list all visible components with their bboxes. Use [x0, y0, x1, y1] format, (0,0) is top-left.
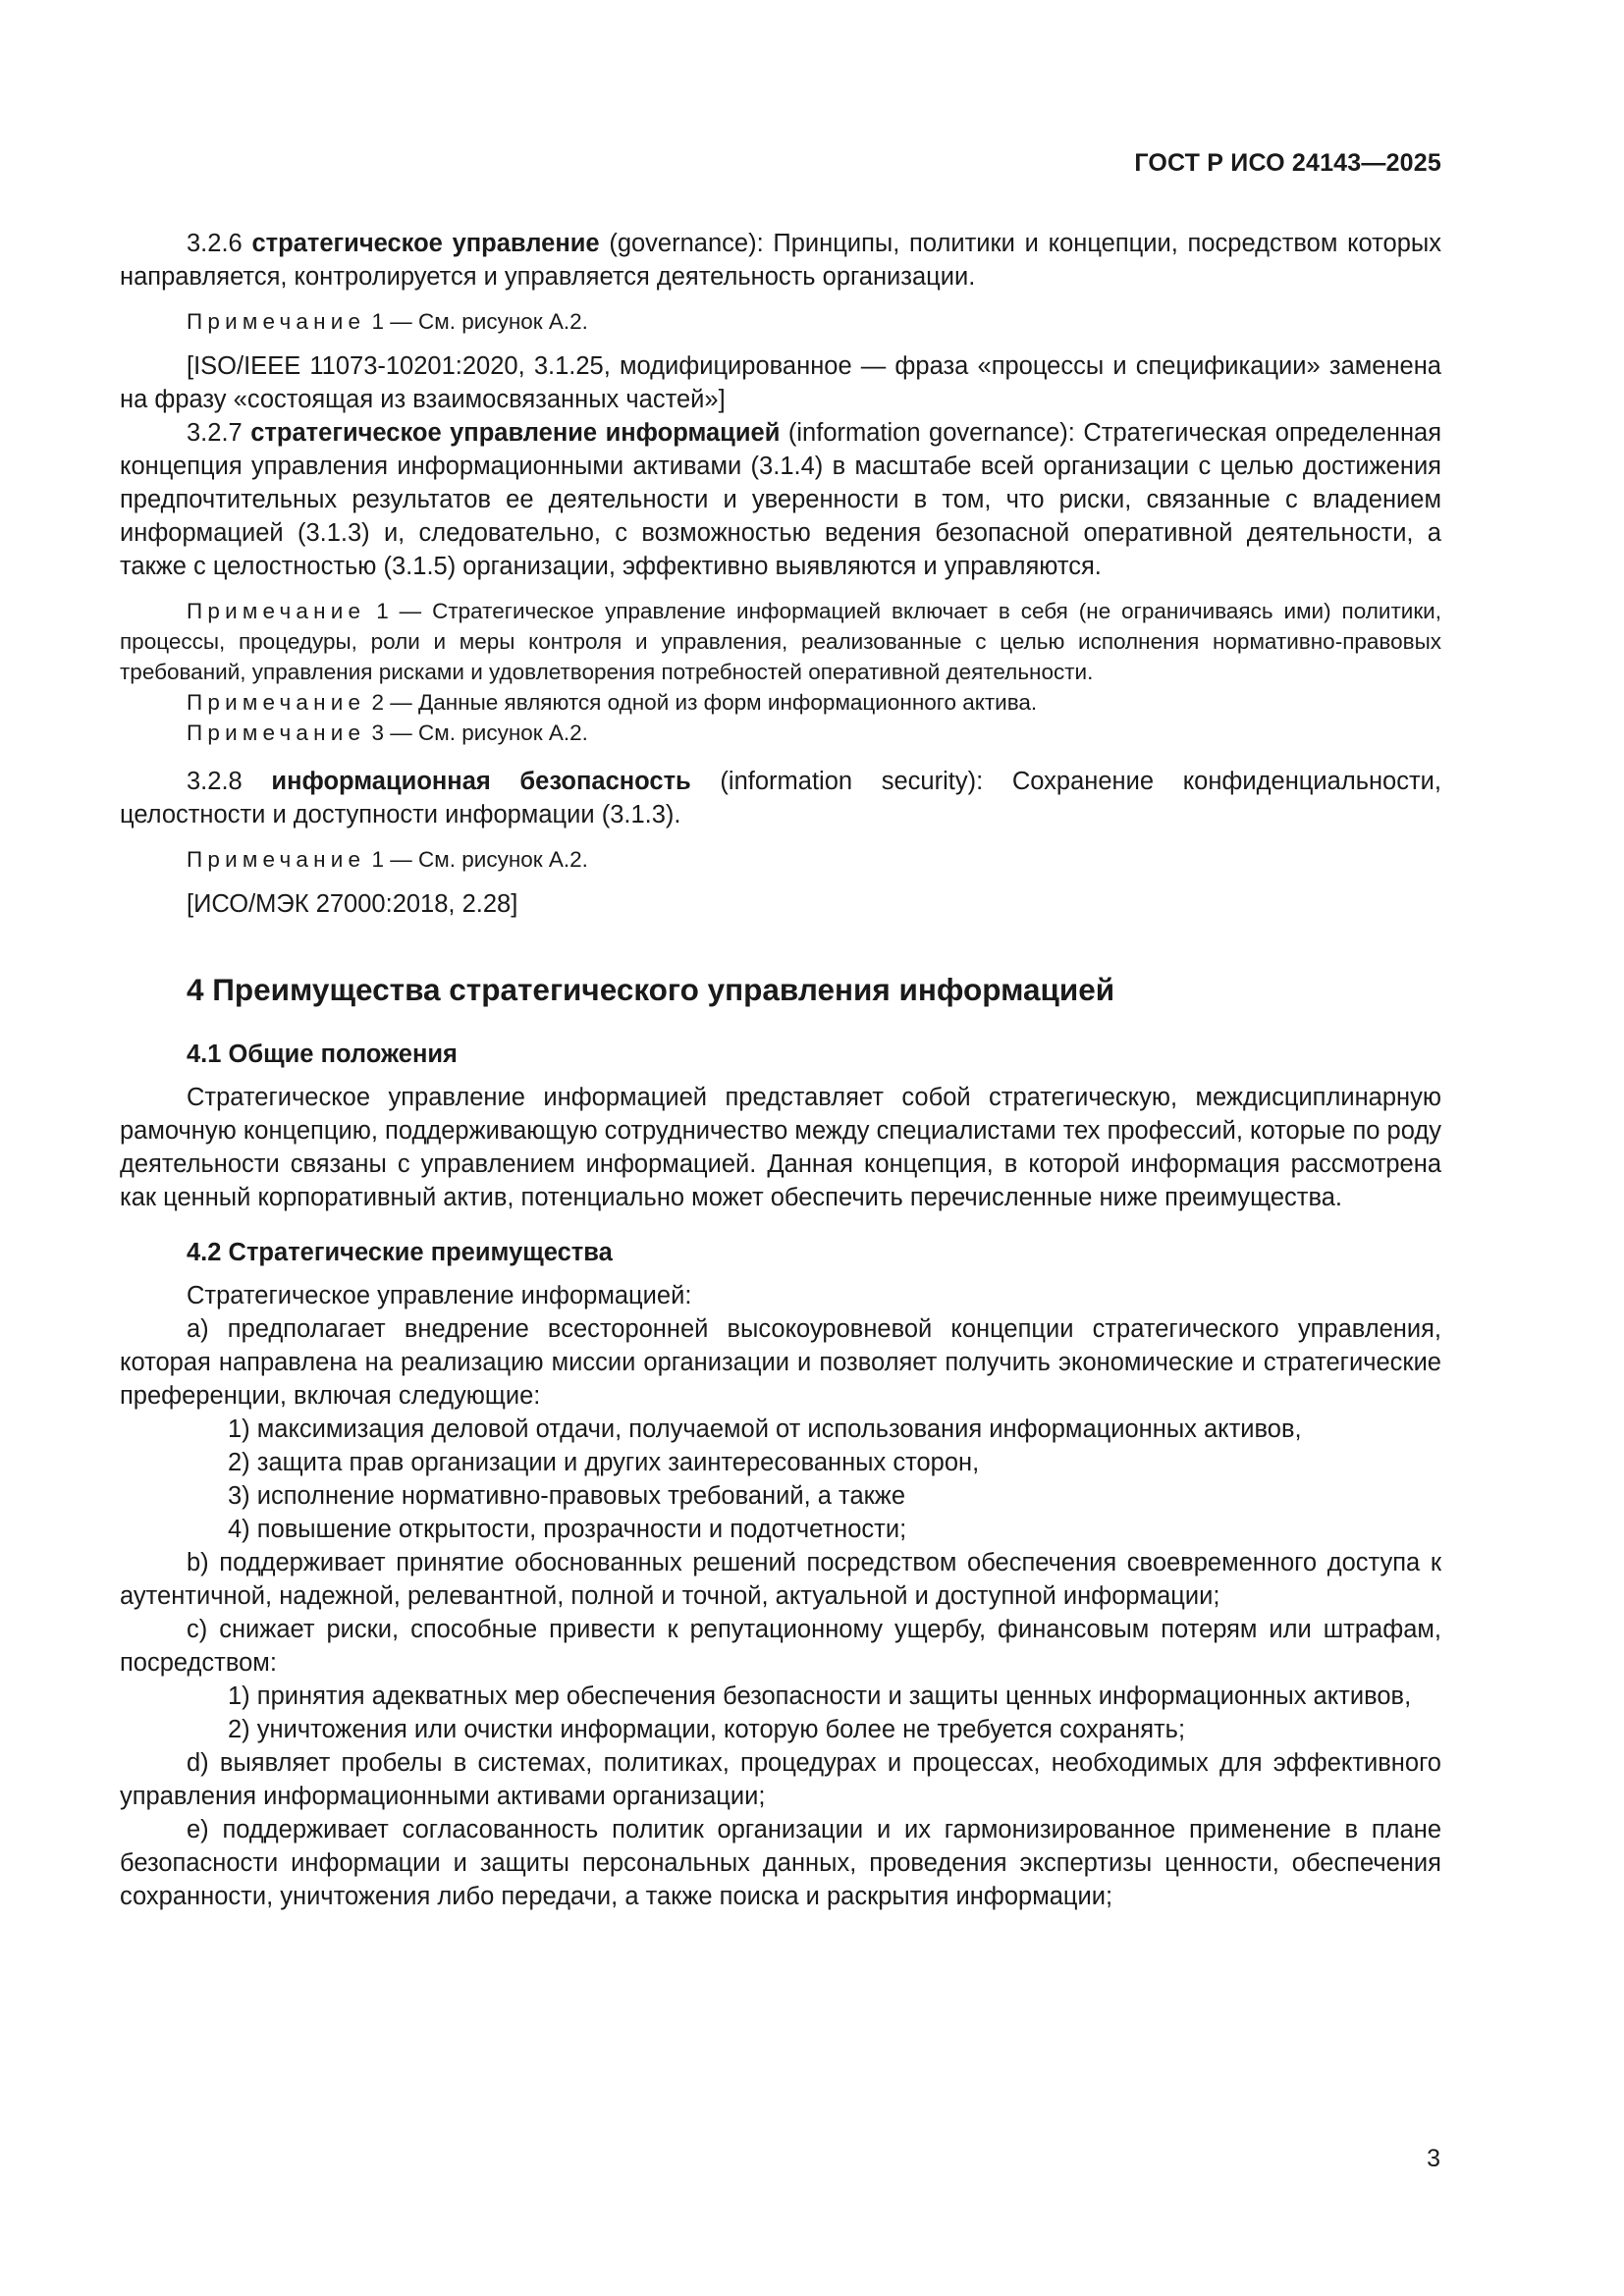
- section-4-1-heading: 4.1 Общие положения: [187, 1041, 458, 1068]
- list-item-c-1: 1) принятия адекватных мер обеспечения безопасности и защиты ценных информационных активов,: [228, 1682, 1412, 1710]
- term-3-2-6: [120, 227, 1441, 294]
- page-number: 3: [1427, 2145, 1440, 2172]
- list-item-a: a) предполагает внедрение всесторонней высокоуровневой концепции стратегического управления, которая направлена на реализацию миссии организации и позволяет получить экономические и стратегические преференции, включая следующие:: [120, 1315, 1441, 1410]
- term-number: 3.2.7: [187, 419, 243, 447]
- note-label: Примечание: [187, 847, 366, 872]
- term-definition: Сохранение конфиденциальности, целостности и доступности информации (3.1.3).: [120, 768, 1442, 828]
- term-source-3-2-8: [ИСО/МЭК 27000:2018, 2.28]: [187, 890, 518, 918]
- list-item-d: d) выявляет пробелы в системах, политиках, процедурах и процессах, необходимых для эффективного управления информационными активами организации;: [120, 1749, 1441, 1810]
- term-english: (information governance):: [787, 419, 1075, 447]
- term-english: (information security):: [720, 768, 984, 795]
- section-4-1-text: Стратегическое управление информацией представляет собой стратегическую, междисциплинарную рамочную концепцию, поддерживающую сотрудничество между специалистами тех профессий, которые по роду деятельности связаны с управлением информацией. Данная концепция, в которой информация рассмотрена как ценный корпоративный актив, потенциально может обеспечить перечисленные ниже преимущества.: [120, 1084, 1441, 1211]
- note-text: 1 — См. рисунок А.2.: [371, 309, 588, 334]
- term-3-2-7: [120, 416, 1441, 583]
- term-definition: Стратегическая определенная концепция управления информационными активами (3.1.4) в масштабе всей организации с целью достижения предпочтительных результатов ее деятельности и уверенности в том, что риски, связанные с владением информацией (3.1.3) и, следовательно, с возможностью ведения безопасной оперативной деятельности, а также с целостностью (3.1.5) организации, эффективно выявляются и управляются.: [120, 419, 1442, 580]
- list-item-a-2: 2) защита прав организации и других заинтересованных сторон,: [228, 1449, 980, 1476]
- term-number: 3.2.8: [187, 768, 243, 795]
- note-3-2-6-1: [120, 306, 1441, 337]
- document-code-header: ГОСТ Р ИСО 24143—2025: [1134, 149, 1441, 177]
- term-name: стратегическое управление информацией: [250, 419, 781, 447]
- note-3-2-7-1: [120, 596, 1441, 687]
- note-text: 3 — См. рисунок А.2.: [371, 721, 588, 745]
- note-label: Примечание: [187, 309, 366, 334]
- list-item-b: b) поддерживает принятие обоснованных решений посредством обеспечения своевременного доступа к аутентичной, надежной, релевантной, полной и точной, актуальной и доступной информации;: [120, 1549, 1441, 1610]
- list-item-a-1: 1) максимизация деловой отдачи, получаемой от использования информационных активов,: [228, 1415, 1302, 1443]
- term-3-2-8: [120, 765, 1441, 831]
- note-text: 2 — Данные являются одной из форм информационного актива.: [371, 690, 1038, 715]
- note-label: Примечание: [187, 690, 366, 715]
- note-text: 1 — См. рисунок А.2.: [371, 847, 588, 872]
- list-item-e: e) поддерживает согласованность политик организации и их гармонизированное применение в плане безопасности информации и защиты персональных данных, проведения экспертизы ценности, обеспечения сохранности, уничтожения либо передачи, а также поиска и раскрытия информации;: [120, 1816, 1441, 1910]
- term-source-3-2-6: [ISO/IEEE 11073-10201:2020, 3.1.25, модифицированное — фраза «процессы и спецификации» заменена на фразу «состоящая из взаимосвязанных частей»]: [120, 352, 1441, 413]
- list-item-c: c) снижает риски, способные привести к репутационному ущербу, финансовым потерям или штрафам, посредством:: [120, 1616, 1441, 1677]
- note-3-2-8-1: [120, 844, 1441, 875]
- term-english: (governance):: [609, 230, 764, 257]
- term-number: 3.2.6: [187, 230, 243, 257]
- note-3-2-7-3: [120, 718, 1441, 748]
- list-item-a-4: 4) повышение открытости, прозрачности и подотчетности;: [228, 1516, 907, 1543]
- term-definition: Принципы, политики и концепции, посредством которых направляется, контролируется и управляется деятельность организации.: [120, 230, 1441, 291]
- note-label: Примечание: [187, 599, 366, 623]
- section-4-2-intro: Стратегическое управление информацией:: [187, 1282, 692, 1309]
- section-4-heading: 4 Преимущества стратегического управления информацией: [187, 972, 1115, 1007]
- section-4-2-heading: 4.2 Стратегические преимущества: [187, 1239, 613, 1266]
- list-item-c-2: 2) уничтожения или очистки информации, которую более не требуется сохранять;: [228, 1716, 1186, 1743]
- note-label: Примечание: [187, 721, 366, 745]
- list-item-a-3: 3) исполнение нормативно-правовых требований, а также: [228, 1482, 906, 1510]
- page-content: [120, 227, 1441, 1913]
- term-name: информационная безопасность: [271, 768, 691, 795]
- note-3-2-7-2: [120, 687, 1441, 718]
- note-text: 1 — Стратегическое управление информацией включает в себя (не ограничиваясь ими) политики, процессы, процедуры, роли и меры контроля и управления, реализованные с целью исполнения нормативно-правовых требований, управления рисками и удовлетворения потребностей оперативной деятельности.: [120, 599, 1441, 684]
- term-name: стратегическое управление: [251, 230, 600, 257]
